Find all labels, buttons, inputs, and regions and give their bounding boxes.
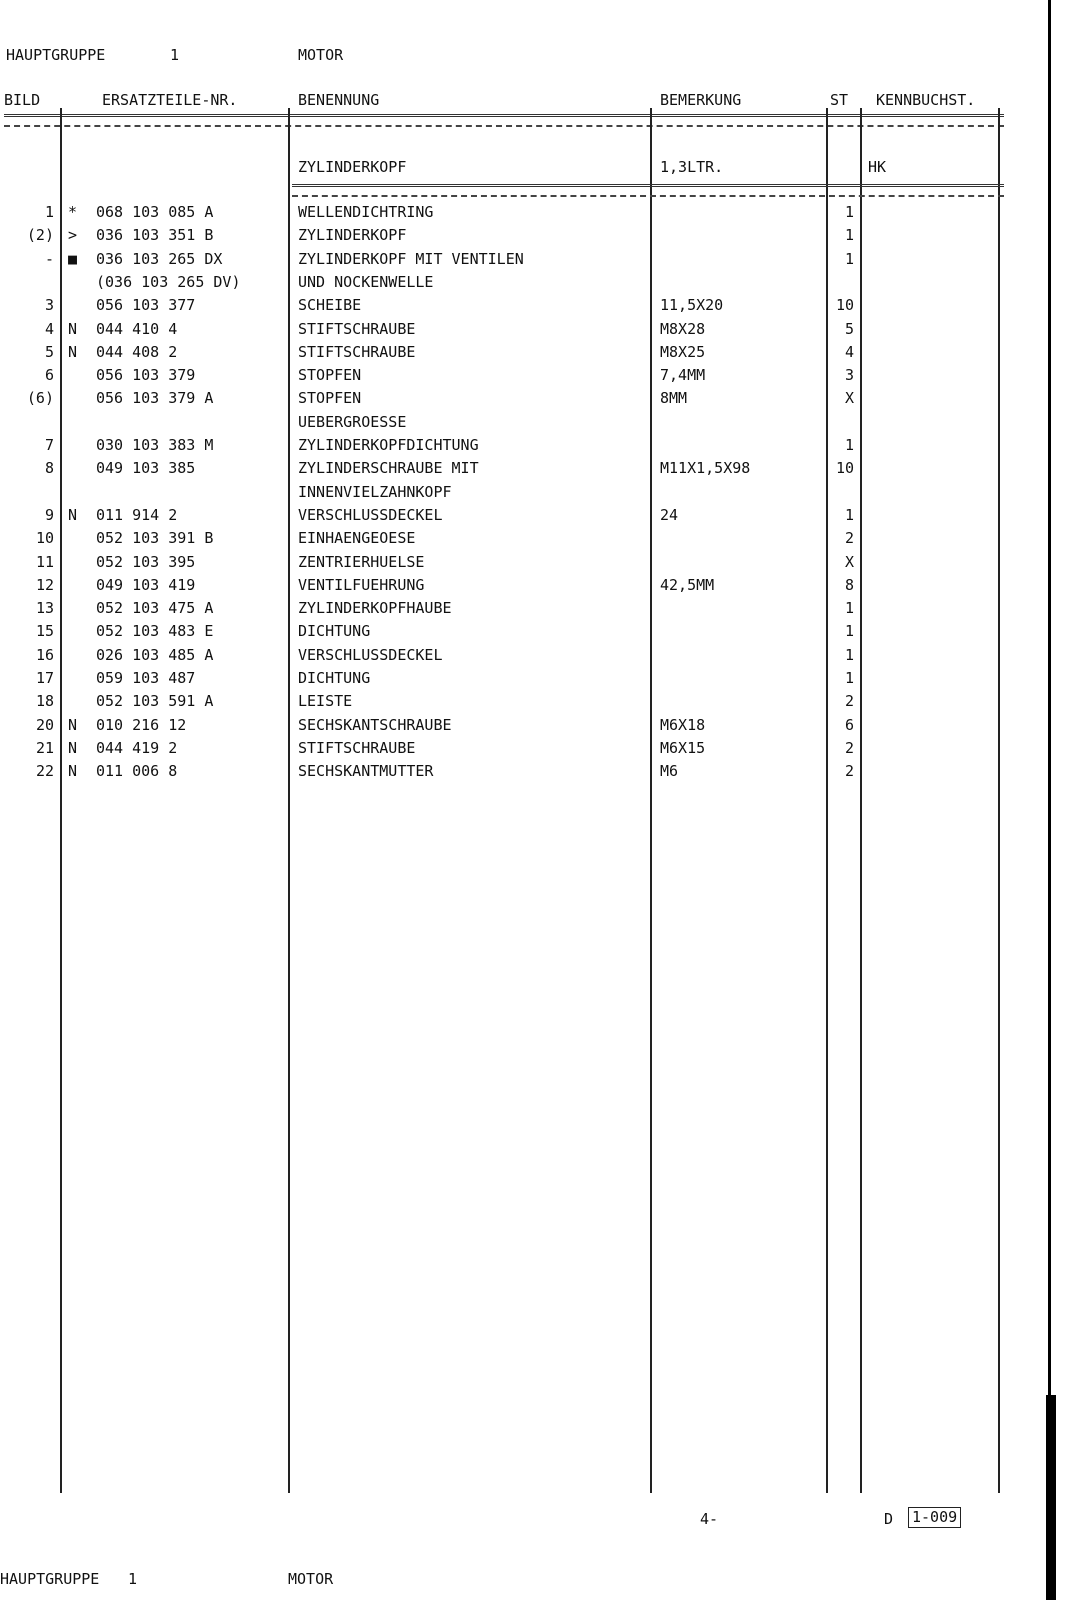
header-separator bbox=[4, 114, 1004, 127]
row-part-number: 068 103 085 A bbox=[96, 203, 214, 221]
row-name: ZYLINDERSCHRAUBE MIT bbox=[298, 459, 479, 478]
row-part-number: 011 914 2 bbox=[96, 505, 178, 524]
row-name: LEISTE bbox=[298, 692, 353, 711]
row-part-number: 036 103 265 DX bbox=[96, 249, 223, 268]
table-row bbox=[0, 387, 1010, 410]
table-row bbox=[0, 224, 1010, 247]
row-qty: 2 bbox=[844, 692, 854, 711]
row-name: SECHSKANTMUTTER bbox=[298, 762, 434, 781]
row-name: ZYLINDERKOPF MIT VENTILEN bbox=[298, 249, 524, 268]
page-number: 4- bbox=[700, 1510, 719, 1528]
row-name: STIFTSCHRAUBE bbox=[298, 319, 416, 338]
row-bild: 5 bbox=[44, 342, 54, 361]
col-header-remark: BEMERKUNG bbox=[660, 91, 742, 109]
row-bild: 3 bbox=[44, 296, 54, 315]
row-name: DICHTUNG bbox=[298, 622, 371, 641]
row-bild: 9 bbox=[44, 505, 54, 524]
row-qty: 2 bbox=[844, 529, 854, 548]
row-qty: 8 bbox=[844, 575, 854, 594]
row-part-number: 056 103 379 bbox=[96, 366, 196, 385]
row-name: ZYLINDERKOPFHAUBE bbox=[298, 599, 452, 618]
row-remark: 24 bbox=[660, 505, 679, 524]
row-bild: 12 bbox=[35, 575, 54, 594]
row-part-number: (036 103 265 DV) bbox=[96, 272, 241, 291]
row-part-number: 052 103 475 A bbox=[96, 599, 214, 618]
row-remark: M6 bbox=[660, 762, 679, 781]
row-bild: 16 bbox=[35, 645, 54, 664]
row-name: ZYLINDERKOPF bbox=[298, 226, 407, 245]
row-part-number: 052 103 483 E bbox=[96, 622, 214, 641]
row-bild: (2) bbox=[26, 226, 54, 245]
table-row bbox=[0, 620, 1010, 643]
table-row bbox=[0, 527, 1010, 550]
row-mark: N bbox=[68, 505, 78, 524]
next-group-name: MOTOR bbox=[288, 1570, 334, 1588]
row-part-number: 044 410 4 bbox=[96, 319, 178, 338]
section-name: ZYLINDERKOPF bbox=[298, 158, 407, 176]
row-name: VENTILFUEHRUNG bbox=[298, 575, 425, 594]
row-qty: 1 bbox=[844, 599, 854, 618]
table-row bbox=[0, 271, 1010, 294]
row-remark: M6X15 bbox=[660, 738, 706, 757]
table-row bbox=[0, 434, 1010, 457]
row-name: STOPFEN bbox=[298, 366, 362, 385]
row-qty: 2 bbox=[844, 762, 854, 781]
row-mark: N bbox=[68, 319, 78, 338]
row-name: STIFTSCHRAUBE bbox=[298, 738, 416, 757]
group-label: HAUPTGRUPPE bbox=[6, 46, 106, 64]
language-code: D bbox=[884, 1510, 894, 1528]
row-bild: 7 bbox=[44, 436, 54, 454]
row-mark: N bbox=[68, 738, 78, 757]
table-row bbox=[0, 737, 1010, 760]
table-row bbox=[0, 551, 1010, 574]
row-part-number: 049 103 419 bbox=[96, 575, 196, 594]
table-row bbox=[0, 294, 1010, 317]
row-name: STOPFEN bbox=[298, 389, 362, 408]
row-remark: M8X28 bbox=[660, 319, 706, 338]
row-qty: 1 bbox=[844, 436, 854, 454]
page-edge bbox=[1048, 0, 1051, 1600]
col-header-part-no: ERSATZTEILE-NR. bbox=[102, 91, 238, 109]
row-qty: X bbox=[844, 552, 854, 571]
table-row bbox=[0, 574, 1010, 597]
row-qty: X bbox=[844, 389, 854, 408]
col-header-name: BENENNUNG bbox=[298, 91, 380, 109]
row-name: WELLENDICHTRING bbox=[298, 203, 434, 221]
table-row bbox=[0, 690, 1010, 713]
row-qty: 1 bbox=[844, 203, 854, 221]
row-bild: 1 bbox=[44, 203, 54, 221]
row-remark: 42,5MM bbox=[660, 575, 715, 594]
row-mark: N bbox=[68, 762, 78, 781]
row-name: EINHAENGEOESE bbox=[298, 529, 416, 548]
row-name: INNENVIELZAHNKOPF bbox=[298, 482, 452, 501]
row-qty: 4 bbox=[844, 342, 854, 361]
row-mark: > bbox=[68, 226, 78, 245]
row-qty: 1 bbox=[844, 505, 854, 524]
row-part-number: 036 103 351 B bbox=[96, 226, 214, 245]
group-name: MOTOR bbox=[298, 46, 344, 64]
row-bild: 11 bbox=[35, 552, 54, 571]
row-bild: - bbox=[44, 249, 54, 268]
table-row bbox=[0, 667, 1010, 690]
row-part-number: 044 419 2 bbox=[96, 738, 178, 757]
row-mark: ■ bbox=[68, 249, 78, 268]
row-part-number: 052 103 591 A bbox=[96, 692, 214, 711]
row-bild: 21 bbox=[35, 738, 54, 757]
row-bild: 10 bbox=[35, 529, 54, 548]
table-row bbox=[0, 201, 1010, 224]
row-name: SECHSKANTSCHRAUBE bbox=[298, 715, 452, 734]
row-part-number: 049 103 385 bbox=[96, 459, 196, 478]
table-row bbox=[0, 411, 1010, 434]
row-mark: N bbox=[68, 342, 78, 361]
row-remark: M11X1,5X98 bbox=[660, 459, 751, 478]
row-qty: 5 bbox=[844, 319, 854, 338]
table-row bbox=[0, 714, 1010, 737]
row-part-number: 059 103 487 bbox=[96, 669, 196, 687]
row-mark: N bbox=[68, 715, 78, 734]
table-row bbox=[0, 457, 1010, 480]
row-bild: 17 bbox=[35, 669, 54, 687]
row-part-number: 010 216 12 bbox=[96, 715, 187, 734]
row-name: DICHTUNG bbox=[298, 669, 371, 687]
row-name: SCHEIBE bbox=[298, 296, 362, 315]
row-bild: (6) bbox=[26, 389, 54, 408]
col-header-qty: ST bbox=[830, 91, 849, 109]
row-part-number: 030 103 383 M bbox=[96, 436, 214, 454]
table-row bbox=[0, 364, 1010, 387]
row-part-number: 044 408 2 bbox=[96, 342, 178, 361]
row-qty: 10 bbox=[835, 459, 854, 478]
sheet-id-box: 1-009 bbox=[908, 1507, 961, 1528]
row-remark: 8MM bbox=[660, 389, 688, 408]
row-part-number: 056 103 377 bbox=[96, 296, 196, 315]
section-code: HK bbox=[868, 158, 887, 176]
row-remark: M8X25 bbox=[660, 342, 706, 361]
row-part-number: 056 103 379 A bbox=[96, 389, 214, 408]
row-name: UND NOCKENWELLE bbox=[298, 272, 434, 291]
section-remark: 1,3LTR. bbox=[660, 158, 724, 176]
row-name: STIFTSCHRAUBE bbox=[298, 342, 416, 361]
next-group-label: HAUPTGRUPPE bbox=[0, 1570, 100, 1588]
row-qty: 1 bbox=[844, 669, 854, 687]
row-bild: 4 bbox=[44, 319, 54, 338]
row-part-number: 026 103 485 A bbox=[96, 645, 214, 664]
row-bild: 15 bbox=[35, 622, 54, 641]
row-part-number: 052 103 395 bbox=[96, 552, 196, 571]
table-row bbox=[0, 481, 1010, 504]
row-bild: 22 bbox=[35, 762, 54, 781]
row-bild: 8 bbox=[44, 459, 54, 478]
row-remark: 11,5X20 bbox=[660, 296, 724, 315]
table-row bbox=[0, 760, 1010, 783]
row-qty: 1 bbox=[844, 249, 854, 268]
next-group-number: 1 bbox=[128, 1570, 138, 1588]
row-qty: 1 bbox=[844, 226, 854, 245]
row-bild: 13 bbox=[35, 599, 54, 618]
row-qty: 3 bbox=[844, 366, 854, 385]
table-row bbox=[0, 597, 1010, 620]
row-bild: 6 bbox=[44, 366, 54, 385]
row-name: VERSCHLUSSDECKEL bbox=[298, 645, 443, 664]
table-row bbox=[0, 504, 1010, 527]
row-qty: 6 bbox=[844, 715, 854, 734]
page-edge-shadow bbox=[1046, 1395, 1056, 1600]
col-header-bild: BILD bbox=[4, 91, 41, 109]
row-qty: 2 bbox=[844, 738, 854, 757]
section-separator bbox=[292, 184, 1004, 197]
row-qty: 10 bbox=[835, 296, 854, 315]
group-number: 1 bbox=[170, 46, 180, 64]
row-part-number: 011 006 8 bbox=[96, 762, 178, 781]
row-mark: * bbox=[68, 203, 78, 221]
row-remark: 7,4MM bbox=[660, 366, 706, 385]
row-qty: 1 bbox=[844, 622, 854, 641]
row-name: ZYLINDERKOPFDICHTUNG bbox=[298, 436, 479, 454]
table-row bbox=[0, 318, 1010, 341]
row-name: ZENTRIERHUELSE bbox=[298, 552, 425, 571]
row-qty: 1 bbox=[844, 645, 854, 664]
row-remark: M6X18 bbox=[660, 715, 706, 734]
table-row bbox=[0, 644, 1010, 667]
row-name: VERSCHLUSSDECKEL bbox=[298, 505, 443, 524]
col-header-code: KENNBUCHST. bbox=[876, 91, 976, 109]
row-bild: 20 bbox=[35, 715, 54, 734]
row-bild: 18 bbox=[35, 692, 54, 711]
table-row bbox=[0, 341, 1010, 364]
row-name: UEBERGROESSE bbox=[298, 412, 407, 431]
row-part-number: 052 103 391 B bbox=[96, 529, 214, 548]
table-row bbox=[0, 248, 1010, 271]
